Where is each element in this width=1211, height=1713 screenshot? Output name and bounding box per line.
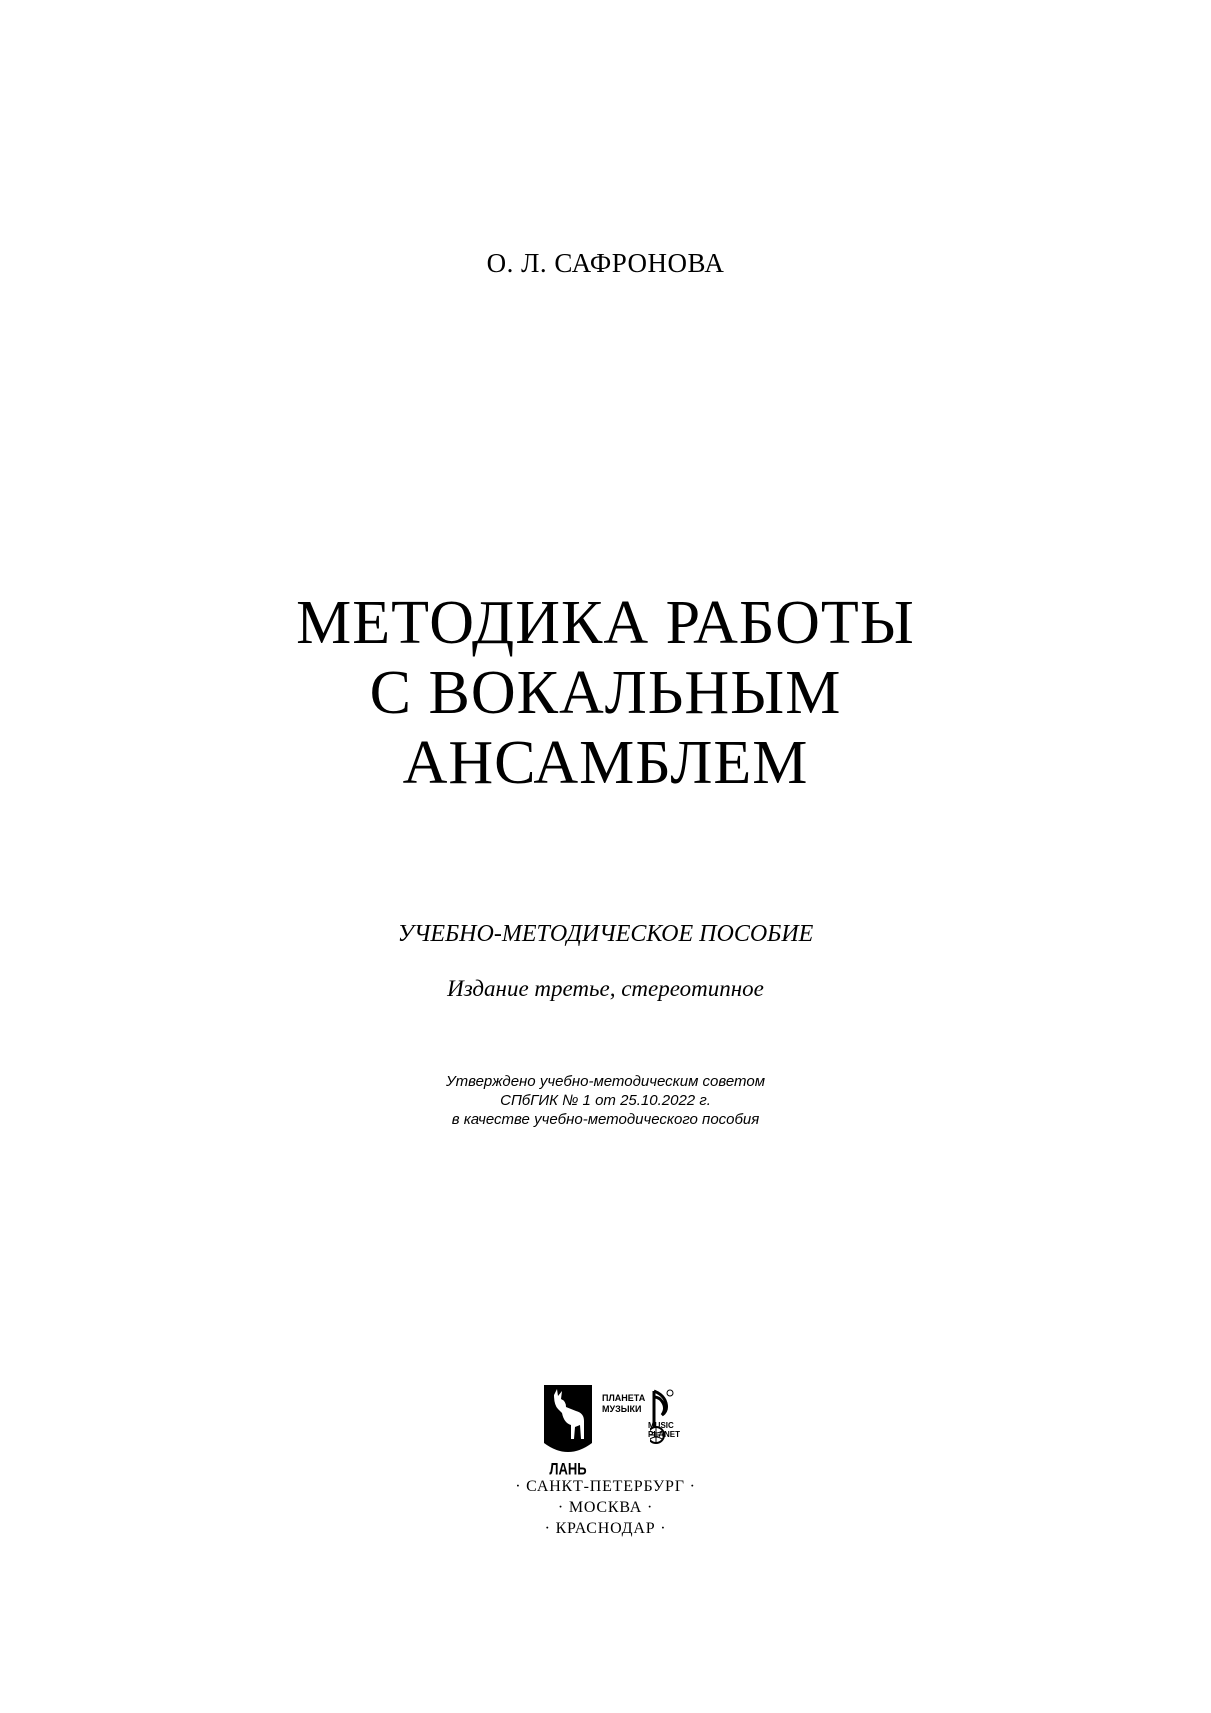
publisher-cities bbox=[0, 1476, 1211, 1539]
approval-note bbox=[0, 1072, 1211, 1129]
book-title bbox=[0, 588, 1211, 798]
edition-note: Издание третье, стереотипное bbox=[447, 976, 764, 1001]
music-planet-logo bbox=[602, 1389, 680, 1459]
title-line-3: АНСАМБЛЕМ bbox=[402, 729, 809, 797]
lan-deer-logo-icon bbox=[542, 1383, 594, 1461]
approval-line-2: СПбГИК № 1 от 25.10.2022 г. bbox=[500, 1092, 711, 1109]
city-line-3: · КРАСНОДАР · bbox=[544, 1520, 667, 1537]
city-line-1: · САНКТ-ПЕТЕРБУРГ · bbox=[515, 1478, 696, 1495]
city-line-2: · МОСКВА · bbox=[557, 1499, 654, 1516]
author-name: О. Л. САФРОНОВА bbox=[486, 248, 725, 278]
title-line-2: С ВОКАЛЬНЫМ bbox=[369, 659, 842, 727]
planeta-muzyki-text: ПЛАНЕТА МУЗЫКИ bbox=[602, 1393, 646, 1414]
title-line-1: МЕТОДИКА РАБОТЫ bbox=[296, 589, 915, 657]
approval-line-3: в качестве учебно-методического пособия bbox=[451, 1111, 760, 1128]
lan-logo-text: ЛАНЬ bbox=[549, 1458, 587, 1479]
book-type: УЧЕБНО-МЕТОДИЧЕСКОЕ ПОСОБИЕ bbox=[397, 921, 814, 947]
music-note-globe-icon bbox=[650, 1389, 680, 1449]
music-planet-text: MUSIC PLANET bbox=[648, 1421, 680, 1439]
approval-line-1: Утверждено учебно-методическим советом bbox=[446, 1073, 765, 1090]
